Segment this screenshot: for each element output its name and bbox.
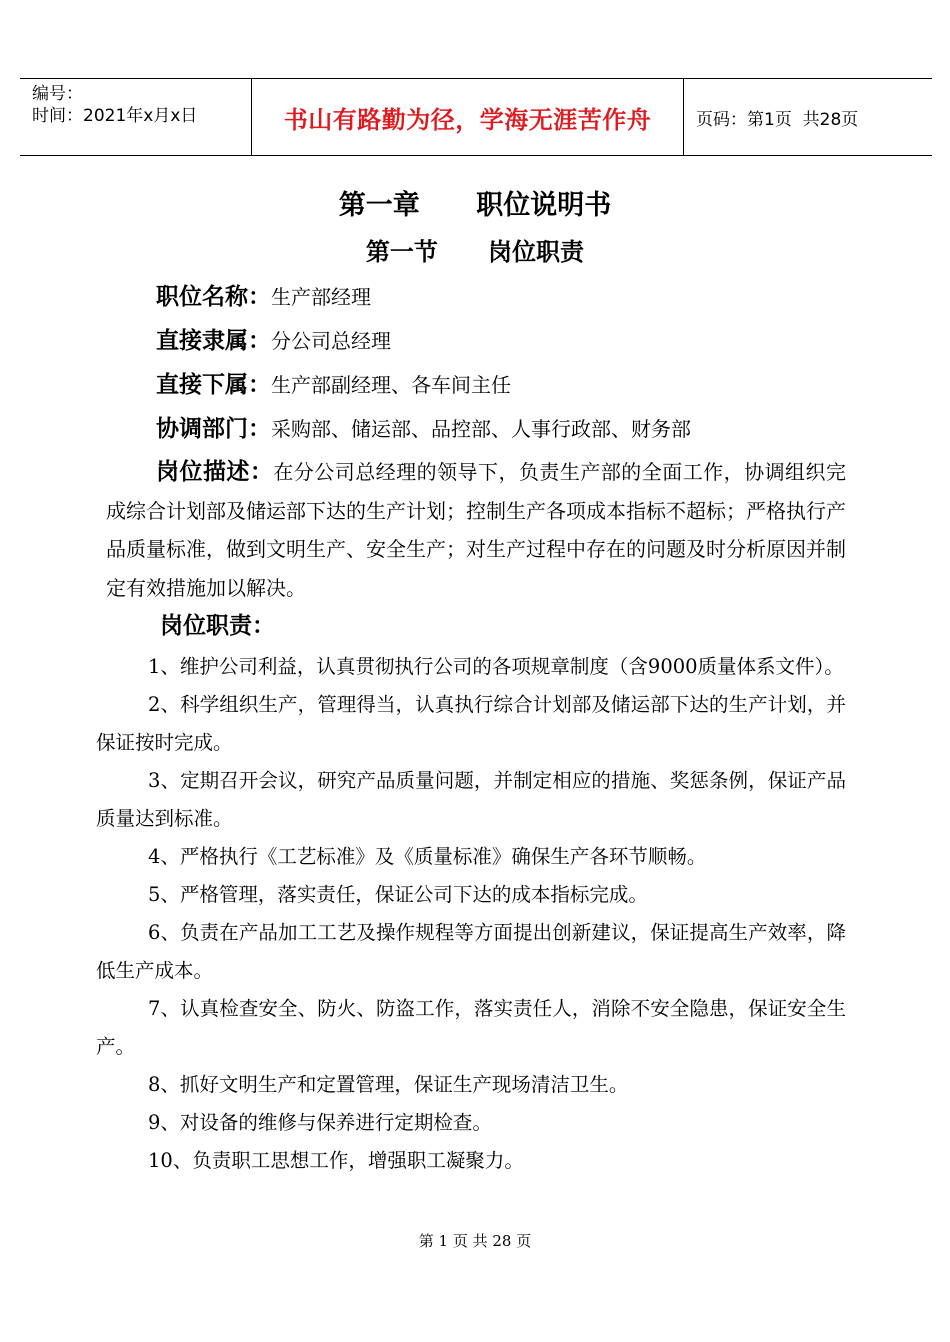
duty-item: 3、定期召开会议，研究产品质量问题，并制定相应的措施、奖惩条例，保证产品质量达到标准。 xyxy=(96,769,846,830)
duty-item: 5、严格管理，落实责任，保证公司下达的成本指标完成。 xyxy=(148,883,648,906)
header-meta-cell xyxy=(20,79,252,155)
date-label: 时间：2021年x月x日 xyxy=(32,106,198,126)
field-label: 直接隶属： xyxy=(156,328,271,354)
section-title: 第一节 岗位职责 xyxy=(365,238,585,266)
field-coordination xyxy=(156,410,691,443)
header-motto xyxy=(252,79,684,155)
duty-item: 4、严格执行《工艺标准》及《质量标准》确保生产各环节顺畅。 xyxy=(148,845,707,868)
duty-item: 7、认真检查安全、防火、防盗工作，落实责任人，消除不安全隐患，保证安全生产。 xyxy=(96,997,846,1058)
chapter-title: 第一章 职位说明书 xyxy=(338,190,612,221)
field-label: 职位名称： xyxy=(156,284,271,310)
field-value: 采购部、储运部、品控部、人事行政部、财务部 xyxy=(271,417,691,441)
page-footer: 第 1 页 共 28 页 xyxy=(418,1232,532,1250)
field-position-name xyxy=(156,278,371,311)
serial-number-label: 编号： xyxy=(32,84,83,104)
duty-item: 2、科学组织生产，管理得当，认真执行综合计划部及储运部下达的生产计划，并保证按时完成。 xyxy=(96,693,846,754)
duties-title: 岗位职责： xyxy=(160,613,275,639)
field-value: 分公司总经理 xyxy=(271,329,391,353)
page-info: 页码：第1页 共28页 xyxy=(696,109,859,130)
description-label: 岗位描述： xyxy=(156,459,274,485)
field-label: 直接下属： xyxy=(156,372,271,398)
field-label: 协调部门： xyxy=(156,416,271,442)
header-page-info-cell xyxy=(684,79,932,155)
duty-item: 10、负责职工思想工作，增强职工凝聚力。 xyxy=(148,1149,524,1172)
duty-item: 9、对设备的维修与保养进行定期检查。 xyxy=(148,1111,492,1134)
motto-text: 书山有路勤为径，学海无涯苦作舟 xyxy=(283,105,652,134)
field-value: 生产部经理 xyxy=(271,285,371,309)
description-text: 在分公司总经理的领导下，负责生产部的全面工作，协调组织完成综合计划部及储运部下达的生产计划；控制生产各项成本指标不超标；严格执行产品质量标准，做到文明生产、安全生产；对生产过程中存在的问题及时分析原因并制定有效措施加以解决。 xyxy=(106,460,846,600)
duty-item: 8、抓好文明生产和定置管理，保证生产现场清洁卫生。 xyxy=(148,1073,629,1096)
job-description xyxy=(106,453,846,607)
field-subordinates xyxy=(156,366,511,399)
field-value: 生产部副经理、各车间主任 xyxy=(271,373,511,397)
duty-item: 1、维护公司利益，认真贯彻执行公司的各项规章制度（含9000质量体系文件）。 xyxy=(148,655,844,678)
duties-list xyxy=(96,648,846,1180)
field-superior xyxy=(156,322,391,355)
page-header xyxy=(20,78,932,156)
duty-item: 6、负责在产品加工工艺及操作规程等方面提出创新建议，保证提高生产效率，降低生产成本。 xyxy=(96,921,846,982)
